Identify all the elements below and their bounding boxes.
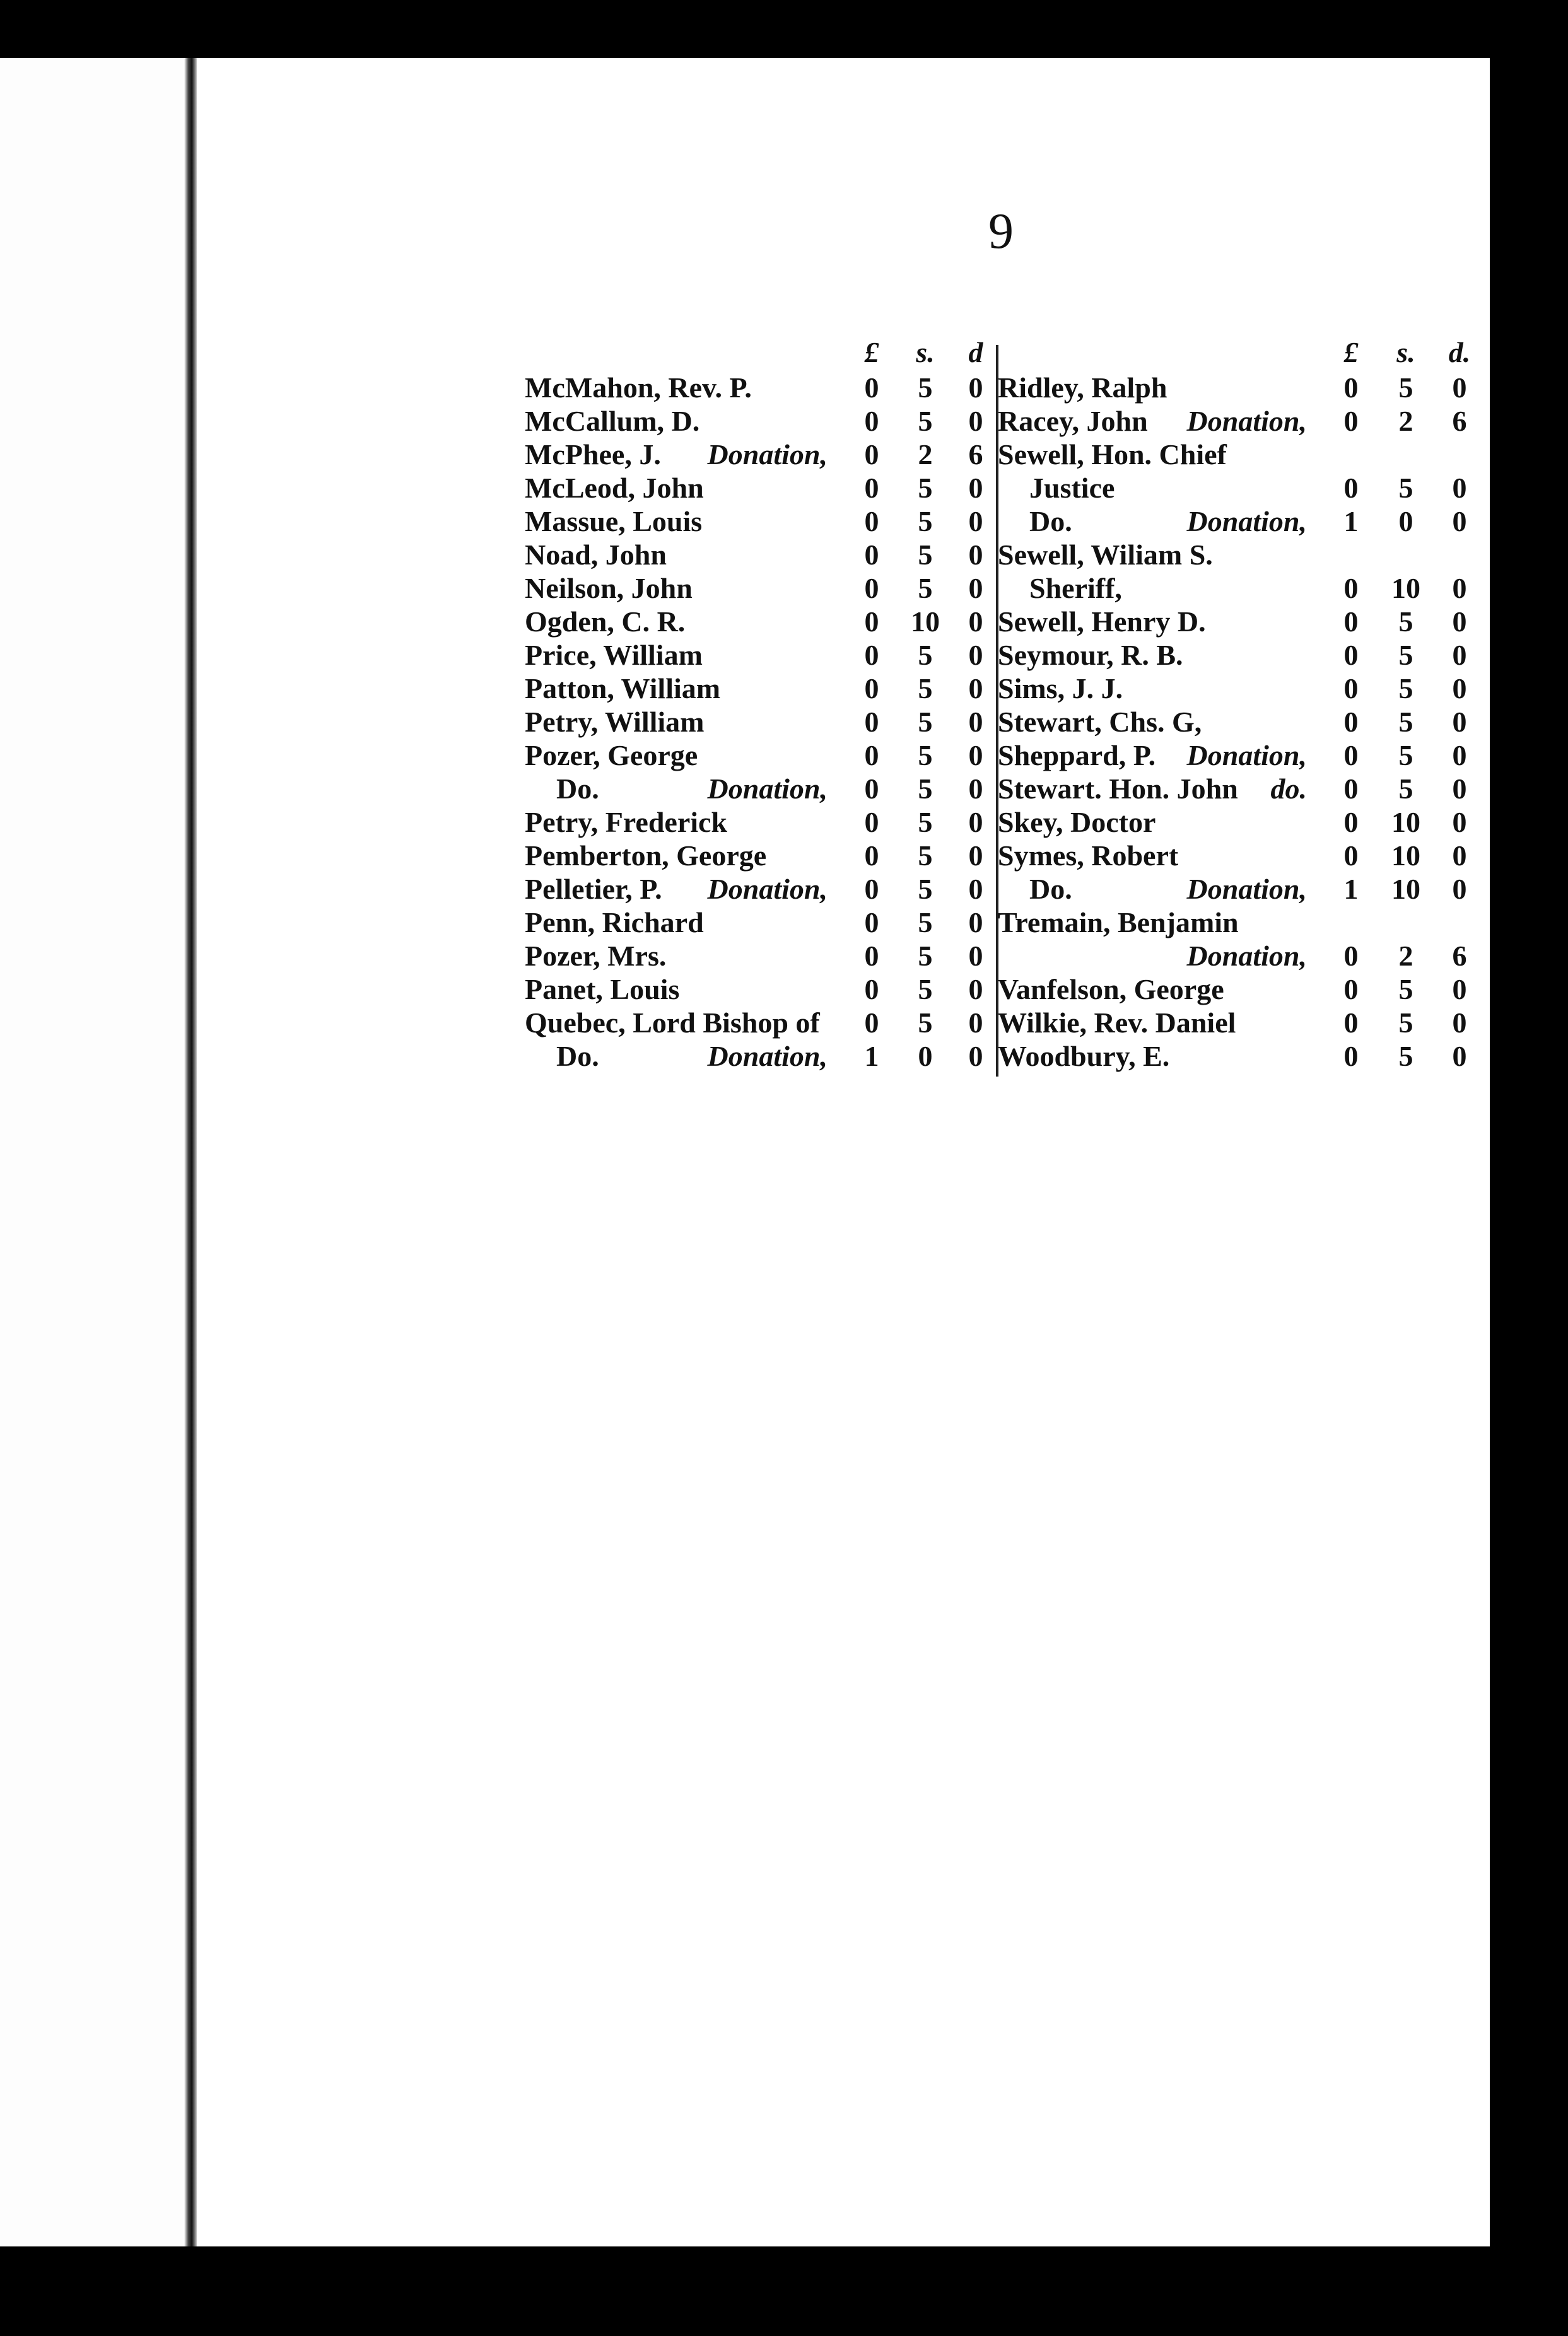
pounds-amount: 0 (864, 605, 879, 638)
subscriber-name: Patton, William (525, 672, 721, 704)
pounds-amount: 0 (864, 539, 879, 571)
subscriber-name: Neilson, John (525, 572, 693, 604)
shillings-amount: 5 (918, 405, 933, 437)
subscriber-name: Do. (556, 773, 599, 805)
subscriber-name: Wilkie, Rev. Daniel (998, 1007, 1236, 1039)
facing-page (0, 58, 189, 2246)
shillings-amount: 5 (918, 572, 933, 604)
pence-amount: 0 (968, 773, 983, 805)
shillings-amount: 10 (1391, 839, 1420, 872)
subscriber-row (525, 906, 992, 939)
document-page (197, 58, 1490, 2246)
subscriber-row (525, 705, 992, 739)
shillings-amount: 5 (918, 472, 933, 504)
pounds-amount: 0 (864, 773, 879, 805)
pence-amount: 0 (1452, 572, 1467, 604)
subscriber-row (998, 906, 1477, 939)
pence-amount: 0 (968, 806, 983, 838)
shillings-amount: 2 (1398, 405, 1413, 437)
pence-amount: 0 (1452, 773, 1467, 805)
pounds-amount: 0 (864, 472, 879, 504)
subscriber-row (525, 1006, 992, 1039)
subscriber-name: Pozer, Mrs. (525, 940, 667, 972)
pounds-amount: 0 (1343, 1040, 1359, 1072)
pence-amount: 0 (968, 539, 983, 571)
shillings-amount: 5 (918, 739, 933, 771)
subscriber-row (525, 805, 992, 839)
shillings-amount: 5 (918, 806, 933, 838)
subscriber-row (525, 571, 992, 605)
pounds-amount: 0 (864, 1007, 879, 1039)
subscriber-name: Sims, J. J. (998, 672, 1123, 704)
donation-note: Donation, (707, 773, 828, 805)
amount-header (998, 336, 1477, 371)
donation-note: Donation, (707, 1040, 828, 1072)
shillings-amount: 5 (1398, 1040, 1413, 1072)
subscriber-list-left (525, 336, 992, 1073)
subscriber-name: Massue, Louis (525, 505, 703, 537)
shillings-amount: 5 (1398, 773, 1413, 805)
pounds-amount: 0 (864, 973, 879, 1005)
subscriber-name: Penn, Richard (525, 906, 704, 938)
pence-amount: 0 (968, 672, 983, 704)
shillings-amount: 0 (918, 1040, 933, 1072)
subscriber-row (998, 739, 1477, 772)
subscriber-row (998, 605, 1477, 638)
pence-amount: 0 (1452, 605, 1467, 638)
shillings-amount: 5 (1398, 371, 1413, 404)
pounds-amount: 0 (864, 739, 879, 771)
pounds-amount: 1 (864, 1040, 879, 1072)
shillings-amount: 5 (1398, 472, 1413, 504)
pounds-amount: 0 (1343, 605, 1359, 638)
subscriber-name: McLeod, John (525, 472, 704, 504)
subscriber-row (525, 471, 992, 505)
subscriber-row (525, 739, 992, 772)
subscriber-name: Ridley, Ralph (998, 371, 1167, 404)
subscriber-name: Panet, Louis (525, 973, 680, 1005)
subscriber-row (525, 972, 992, 1006)
subscriber-row (525, 672, 992, 705)
pounds-amount: 0 (1343, 739, 1359, 771)
subscriber-name: Do. (1029, 505, 1072, 537)
shillings-amount: 5 (918, 505, 933, 537)
pounds-amount: 0 (1343, 940, 1359, 972)
subscriber-name: Sewell, Wiliam S. (998, 539, 1213, 571)
shillings-amount: 2 (1398, 940, 1413, 972)
subscriber-name: Symes, Robert (998, 839, 1179, 872)
shillings-amount: 5 (1398, 739, 1413, 771)
subscriber-name: Pozer, George (525, 739, 698, 771)
pence-amount: 0 (968, 706, 983, 738)
pounds-amount: 0 (864, 706, 879, 738)
subscriber-name: Pemberton, George (525, 839, 767, 872)
subscriber-row (525, 438, 992, 471)
pounds-amount: 0 (1343, 973, 1359, 1005)
pounds-amount: 0 (864, 438, 879, 470)
shillings-amount: 5 (918, 371, 933, 404)
subscriber-row (525, 638, 992, 672)
shillings-amount: 10 (1391, 873, 1420, 905)
subscriber-row (525, 505, 992, 538)
shillings-amount: 5 (918, 906, 933, 938)
pounds-amount: 0 (1343, 806, 1359, 838)
pounds-amount: 0 (1343, 371, 1359, 404)
subscriber-row (998, 1039, 1477, 1073)
pence-amount: 0 (1452, 672, 1467, 704)
donation-note: Donation, (1186, 739, 1307, 771)
subscriber-name: Do. (556, 1040, 599, 1072)
pounds-amount: 0 (1343, 773, 1359, 805)
shillings-amount: 5 (918, 940, 933, 972)
subscriber-row (998, 805, 1477, 839)
pounds-amount: 0 (864, 639, 879, 671)
pounds-amount: 0 (1343, 839, 1359, 872)
donation-note: Donation, (1186, 873, 1307, 905)
pence-amount: 0 (968, 973, 983, 1005)
shillings-amount: 2 (918, 438, 933, 470)
pence-amount: 0 (968, 572, 983, 604)
subscriber-name: Sheppard, P. (998, 739, 1156, 771)
pence-amount: 0 (968, 940, 983, 972)
shillings-amount: 10 (1391, 806, 1420, 838)
pounds-amount: 0 (1343, 472, 1359, 504)
page-number: 9 (988, 204, 1014, 259)
pounds-amount: 0 (864, 405, 879, 437)
pounds-amount: 1 (1343, 505, 1359, 537)
shillings-amount: 10 (911, 605, 940, 638)
subscriber-name: Justice (1029, 472, 1115, 504)
pence-amount: 0 (968, 605, 983, 638)
subscriber-row (998, 538, 1477, 571)
pence-amount: 0 (968, 505, 983, 537)
subscriber-name: Racey, John (998, 405, 1148, 437)
donation-note: Donation, (1186, 405, 1307, 437)
pound-header: £ (1343, 336, 1359, 368)
shillings-amount: 5 (1398, 706, 1413, 738)
subscriber-row (525, 839, 992, 872)
subscriber-row (998, 972, 1477, 1006)
subscriber-row (525, 1039, 992, 1073)
shillings-amount: 5 (918, 873, 933, 905)
pounds-amount: 0 (864, 940, 879, 972)
pence-amount: 0 (968, 371, 983, 404)
pence-amount: 0 (968, 639, 983, 671)
pounds-amount: 0 (1343, 706, 1359, 738)
subscriber-row (998, 404, 1477, 438)
pence-amount: 0 (1452, 873, 1467, 905)
pence-amount: 0 (1452, 472, 1467, 504)
pence-amount: 0 (968, 405, 983, 437)
subscriber-list-right (998, 336, 1477, 1073)
subscriber-name: Do. (1029, 873, 1072, 905)
shillings-amount: 5 (918, 773, 933, 805)
subscriber-row (998, 505, 1477, 538)
subscriber-name: Stewart. Hon. John (998, 773, 1238, 805)
subscriber-name: Noad, John (525, 539, 667, 571)
subscriber-name: McPhee, J. (525, 438, 661, 470)
pence-amount: 0 (1452, 739, 1467, 771)
shillings-amount: 5 (918, 1007, 933, 1039)
pence-amount: 0 (968, 739, 983, 771)
shillings-amount: 5 (1398, 973, 1413, 1005)
pence-header: d. (1448, 336, 1471, 368)
pence-amount: 0 (1452, 1040, 1467, 1072)
shillings-amount: 5 (1398, 672, 1413, 704)
book-gutter (184, 58, 198, 2246)
subscriber-name: Pelletier, P. (525, 873, 662, 905)
shillings-amount: 5 (1398, 1007, 1413, 1039)
donation-note: Donation, (1186, 940, 1307, 972)
shillings-amount: 5 (918, 539, 933, 571)
pounds-amount: 0 (864, 371, 879, 404)
pence-amount: 0 (968, 873, 983, 905)
shillings-amount: 10 (1391, 572, 1420, 604)
pounds-amount: 0 (864, 806, 879, 838)
subscriber-row (998, 438, 1477, 471)
donation-note: Donation, (707, 873, 828, 905)
pence-amount: 0 (1452, 371, 1467, 404)
subscriber-row (998, 772, 1477, 805)
subscriber-name: Sheriff, (1029, 572, 1122, 604)
pounds-amount: 0 (864, 873, 879, 905)
pence-amount: 0 (1452, 1007, 1467, 1039)
pence-amount: 0 (968, 1007, 983, 1039)
pence-amount: 6 (1452, 940, 1467, 972)
pence-amount: 6 (1452, 405, 1467, 437)
pence-amount: 0 (1452, 639, 1467, 671)
pence-amount: 0 (1452, 806, 1467, 838)
pounds-amount: 0 (1343, 1007, 1359, 1039)
subscriber-row (998, 705, 1477, 739)
pence-amount: 0 (968, 839, 983, 872)
subscriber-row (525, 371, 992, 404)
subscriber-name: Ogden, C. R. (525, 605, 686, 638)
subscriber-row (525, 404, 992, 438)
pence-amount: 0 (968, 906, 983, 938)
subscriber-name: Vanfelson, George (998, 973, 1224, 1005)
shillings-amount: 5 (918, 672, 933, 704)
shillings-amount: 5 (918, 639, 933, 671)
subscriber-row (998, 1006, 1477, 1039)
subscriber-row (998, 471, 1477, 505)
shillings-amount: 5 (1398, 605, 1413, 638)
pence-amount: 0 (1452, 505, 1467, 537)
donation-note: Donation, (707, 438, 828, 470)
shillings-amount: 5 (918, 706, 933, 738)
shillings-amount: 0 (1398, 505, 1413, 537)
amount-header (525, 336, 992, 371)
pounds-amount: 0 (864, 672, 879, 704)
shillings-amount: 5 (1398, 639, 1413, 671)
subscriber-row (998, 872, 1477, 906)
subscriber-row (525, 772, 992, 805)
subscriber-name: Petry, Frederick (525, 806, 728, 838)
subscriber-row (998, 672, 1477, 705)
pence-amount: 6 (968, 438, 983, 470)
pence-amount: 0 (1452, 839, 1467, 872)
subscriber-name: Seymour, R. B. (998, 639, 1183, 671)
subscriber-name: Skey, Doctor (998, 806, 1156, 838)
subscriber-name: Tremain, Benjamin (998, 906, 1239, 938)
pounds-amount: 0 (1343, 672, 1359, 704)
subscriber-row (998, 571, 1477, 605)
donation-note: Donation, (1186, 505, 1307, 537)
shillings-amount: 5 (918, 839, 933, 872)
pence-amount: 0 (968, 472, 983, 504)
donation-note: do. (1270, 773, 1307, 805)
pounds-amount: 1 (1343, 873, 1359, 905)
pence-amount: 0 (1452, 706, 1467, 738)
pounds-amount: 0 (864, 906, 879, 938)
pence-amount: 0 (1452, 973, 1467, 1005)
shilling-header: s. (916, 336, 935, 368)
pence-amount: 0 (968, 1040, 983, 1072)
subscriber-row (998, 839, 1477, 872)
subscriber-name: McMahon, Rev. P. (525, 371, 752, 404)
shilling-header: s. (1396, 336, 1415, 368)
subscriber-name: Stewart, Chs. G, (998, 706, 1202, 738)
shillings-amount: 5 (918, 973, 933, 1005)
subscriber-row (525, 605, 992, 638)
pounds-amount: 0 (864, 572, 879, 604)
subscriber-row (998, 939, 1477, 972)
pound-header: £ (864, 336, 879, 368)
subscriber-name: McCallum, D. (525, 405, 700, 437)
pounds-amount: 0 (864, 505, 879, 537)
subscriber-name: Sewell, Hon. Chief (998, 438, 1227, 470)
subscriber-row (998, 371, 1477, 404)
subscriber-row (998, 638, 1477, 672)
subscriber-name: Price, William (525, 639, 703, 671)
pence-header: d (968, 336, 983, 368)
subscriber-name: Petry, William (525, 706, 705, 738)
subscriber-row (525, 939, 992, 972)
pounds-amount: 0 (1343, 405, 1359, 437)
subscriber-name: Sewell, Henry D. (998, 605, 1206, 638)
subscriber-row (525, 538, 992, 571)
pounds-amount: 0 (1343, 572, 1359, 604)
pounds-amount: 0 (864, 839, 879, 872)
pounds-amount: 0 (1343, 639, 1359, 671)
subscriber-row (525, 872, 992, 906)
subscriber-name: Quebec, Lord Bishop of (525, 1007, 820, 1039)
subscriber-name: Woodbury, E. (998, 1040, 1170, 1072)
